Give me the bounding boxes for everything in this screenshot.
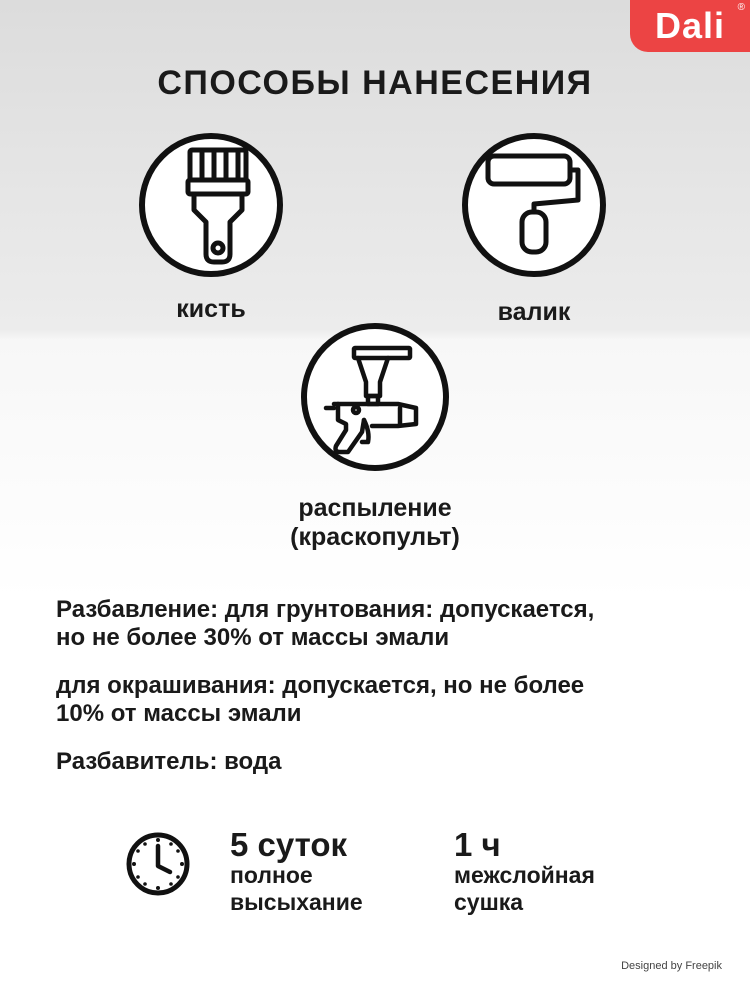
dilution-painting — [56, 672, 716, 728]
page-title: СПОСОБЫ НАНЕСЕНИЯ — [157, 64, 593, 102]
intercoat-drying-label-line2: сушка — [454, 889, 524, 915]
registered-mark: ® — [737, 2, 746, 13]
dilution-line3: для окрашивания: допускается, но не более — [56, 672, 585, 699]
full-drying-value: 5 суток — [230, 826, 348, 863]
method-label-spray-line1: распыление — [298, 494, 452, 522]
clock-icon — [124, 830, 192, 898]
method-label-spray-line2: (краскопульт) — [290, 523, 460, 551]
method-label-spray — [240, 494, 510, 552]
dilution-line2: но не более 30% от массы эмали — [56, 624, 450, 651]
brand-logo-text: Dali — [654, 5, 726, 46]
brush-icon — [136, 130, 286, 280]
dilution-line4: 10% от массы эмали — [56, 700, 302, 727]
method-label-roller: валик — [497, 298, 571, 326]
spray-gun-icon — [298, 320, 452, 474]
dilution-priming — [56, 596, 716, 652]
full-drying-label — [230, 862, 363, 916]
brand-logo — [630, 0, 750, 52]
dilution-line1: Разбавление: для грунтования: допускается, — [56, 596, 595, 623]
intercoat-drying-label — [454, 862, 595, 916]
intercoat-drying-label-line1: межслойная — [454, 862, 595, 888]
roller-icon — [454, 130, 614, 280]
thinner-text: Разбавитель: вода — [56, 748, 282, 775]
intercoat-drying-value: 1 ч — [454, 826, 501, 863]
full-drying-label-line2: высыхание — [230, 889, 363, 915]
method-label-brush: кисть — [176, 295, 246, 323]
full-drying-label-line1: полное — [230, 862, 313, 888]
image-credit: Designed by Freepik — [621, 960, 722, 972]
